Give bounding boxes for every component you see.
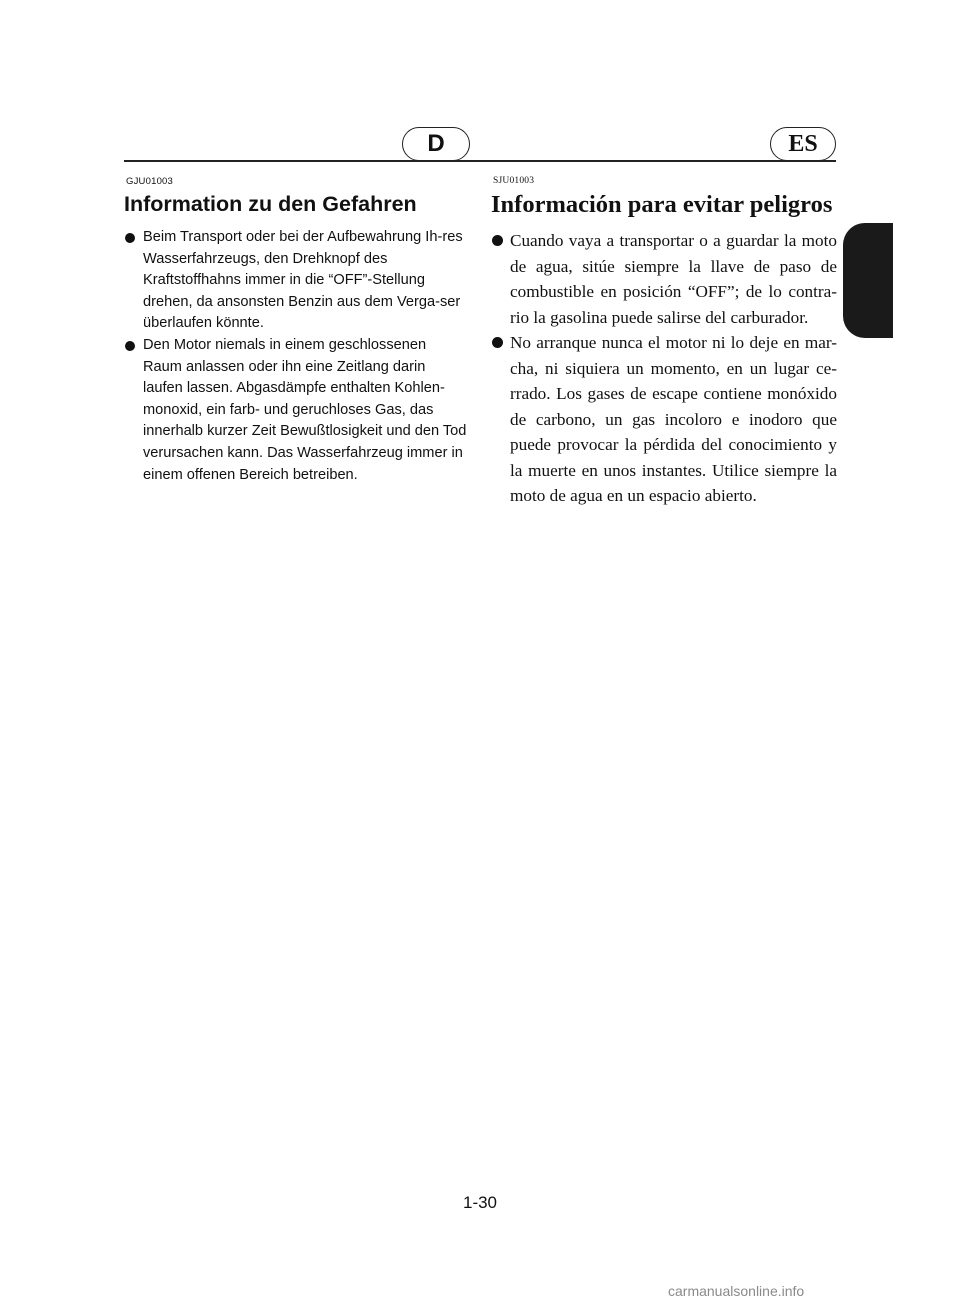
- page-number: 1-30: [462, 1193, 498, 1212]
- section-title-german: Information zu den Gefahren: [124, 192, 417, 216]
- hazard-list-german: [124, 227, 468, 486]
- hazard-list-spanish: [491, 228, 837, 509]
- watermark-text: carmanualsonline.info: [668, 1283, 805, 1299]
- bullet-icon: [125, 233, 135, 243]
- bullet-icon: [125, 341, 135, 351]
- list-item: [124, 335, 468, 486]
- language-tab-spanish: ES: [770, 127, 836, 161]
- list-item: [124, 227, 468, 335]
- header-divider: [124, 160, 836, 162]
- list-item-text: No arranque nunca el motor ni lo deje en mar-cha, ni siquiera un momento, en un lugar ce-rrado. Los gases de escape contiene monóxido de carbono, un gas incoloro e inodoro que puede provocar la pérdida del conocimiento y la muerte en unos instantes. Utilice siempre la moto de agua en un espacio abierto.: [510, 333, 837, 505]
- chapter-side-tab: [843, 223, 893, 338]
- german-column: [124, 176, 468, 486]
- list-item: [491, 330, 837, 509]
- list-item-text: Den Motor niemals in einem geschlossenen Raum anlassen oder ihn eine Zeitlang darin laufen lassen. Abgasdämpfe enthalten Kohlen-monoxid, ein farb- und geruchloses Gas, das innerhalb kurzer Zeit Bewußtlosigkeit und den Tod verursachen kann. Das Wasserfahrzeug immer in einem offenen Bereich betreiben.: [143, 336, 467, 483]
- spanish-column: [491, 176, 837, 509]
- bullet-icon: [492, 235, 503, 246]
- list-item-text: Beim Transport oder bei der Aufbewahrung Ih-res Wasserfahrzeugs, den Drehknopf des Kraftstoffhahns immer in die “OFF”-Stellung drehen, da ansonsten Benzin aus dem Verga-ser überlaufen könnte.: [143, 229, 463, 332]
- language-tab-german: D: [402, 127, 470, 161]
- section-title-spanish: Información para evitar peligros: [491, 191, 833, 218]
- list-item: [491, 228, 837, 330]
- section-code-spanish: SJU01003: [493, 176, 535, 186]
- bullet-icon: [492, 337, 503, 348]
- section-code-german: GJU01003: [126, 176, 174, 187]
- list-item-text: Cuando vaya a transportar o a guardar la moto de agua, sitúe siempre la llave de paso de combustible en posición “OFF”; de lo contra-rio la gasolina puede salirse del carburador.: [510, 231, 837, 327]
